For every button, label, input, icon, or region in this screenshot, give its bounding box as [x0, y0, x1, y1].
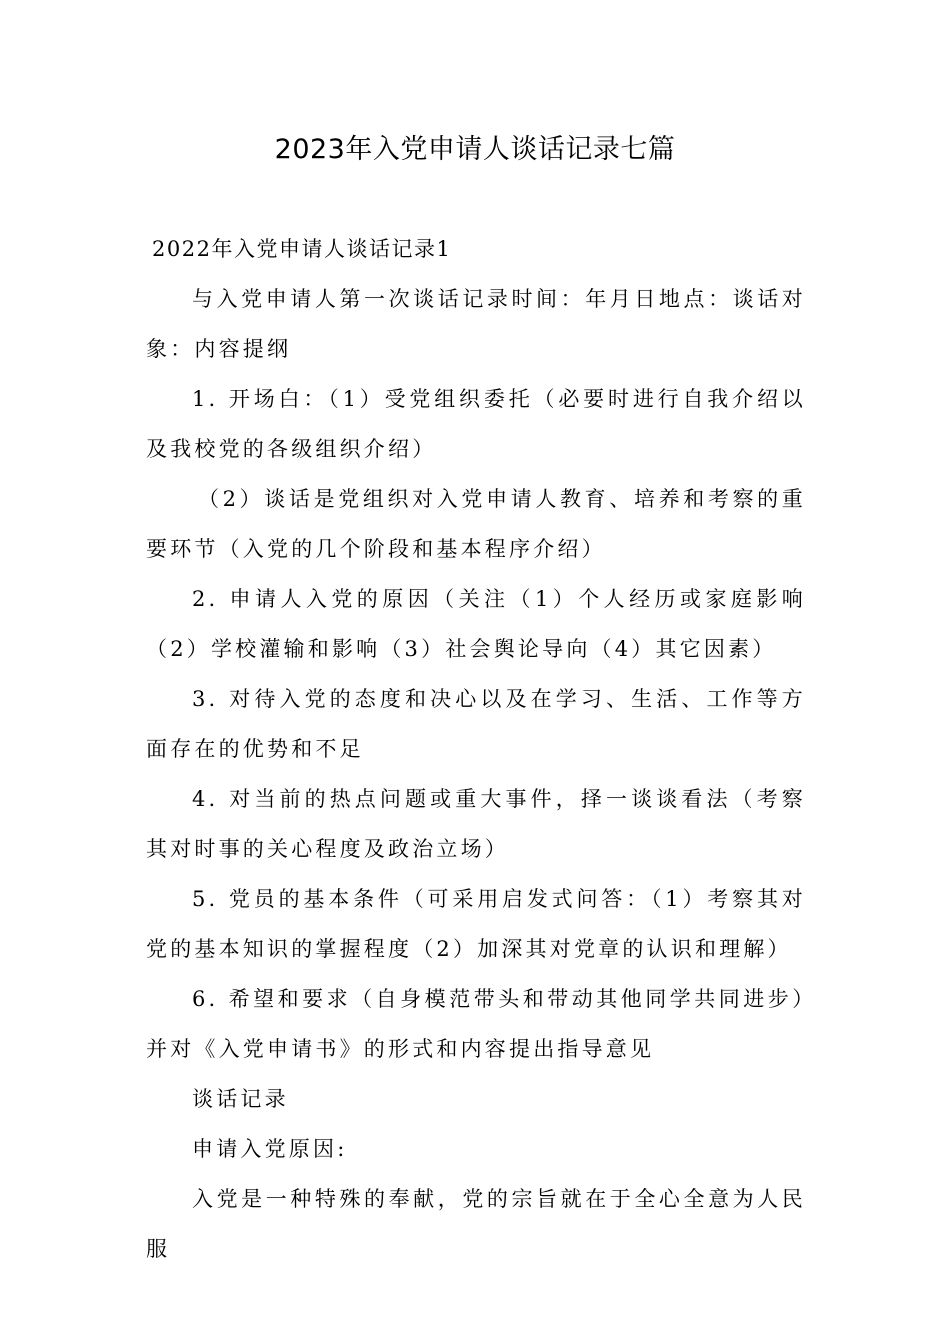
section-heading: 2022年入党申请人谈话记录1: [152, 237, 452, 261]
paragraph-item-2: 2. 申请人入党的原因（关注（1）个人经历或家庭影响（2）学校灌输和影响（3）社会舆论导向（4）其它因素）: [146, 587, 806, 661]
paragraph-item-3: 3. 对待入党的态度和决心以及在学习、生活、工作等方面存在的优势和不足: [146, 687, 806, 761]
document-body: [146, 224, 806, 1274]
paragraph-item-1-2: （2）谈话是党组织对入党申请人教育、培养和考察的重要环节（入党的几个阶段和基本程序介绍）: [146, 487, 806, 561]
paragraph-item-5: 5. 党员的基本条件（可采用启发式问答：（1）考察其对党的基本知识的掌握程度（2）加深其对党章的认识和理解）: [146, 887, 806, 961]
paragraph-talk-record: 谈话记录: [192, 1087, 289, 1111]
paragraph-item-1: 1. 开场白：（1）受党组织委托（必要时进行自我介绍以及我校党的各级组织介绍）: [146, 387, 806, 461]
paragraph-record-header: 与入党申请人第一次谈话记录时间：年月日地点：谈话对象：内容提纲: [146, 287, 806, 361]
paragraph-reason-text: 入党是一种特殊的奉献，党的宗旨就在于全心全意为人民服: [146, 1187, 806, 1261]
paragraph-item-6: 6. 希望和要求（自身模范带头和带动其他同学共同进步）并对《入党申请书》的形式和内容提出指导意见: [146, 987, 806, 1061]
document-title: 2023年入党申请人谈话记录七篇: [274, 134, 676, 165]
paragraph-reason-label: 申请入党原因:: [192, 1137, 348, 1161]
paragraph-item-4: 4. 对当前的热点问题或重大事件，择一谈谈看法（考察其对时事的关心程度及政治立场）: [146, 787, 806, 861]
